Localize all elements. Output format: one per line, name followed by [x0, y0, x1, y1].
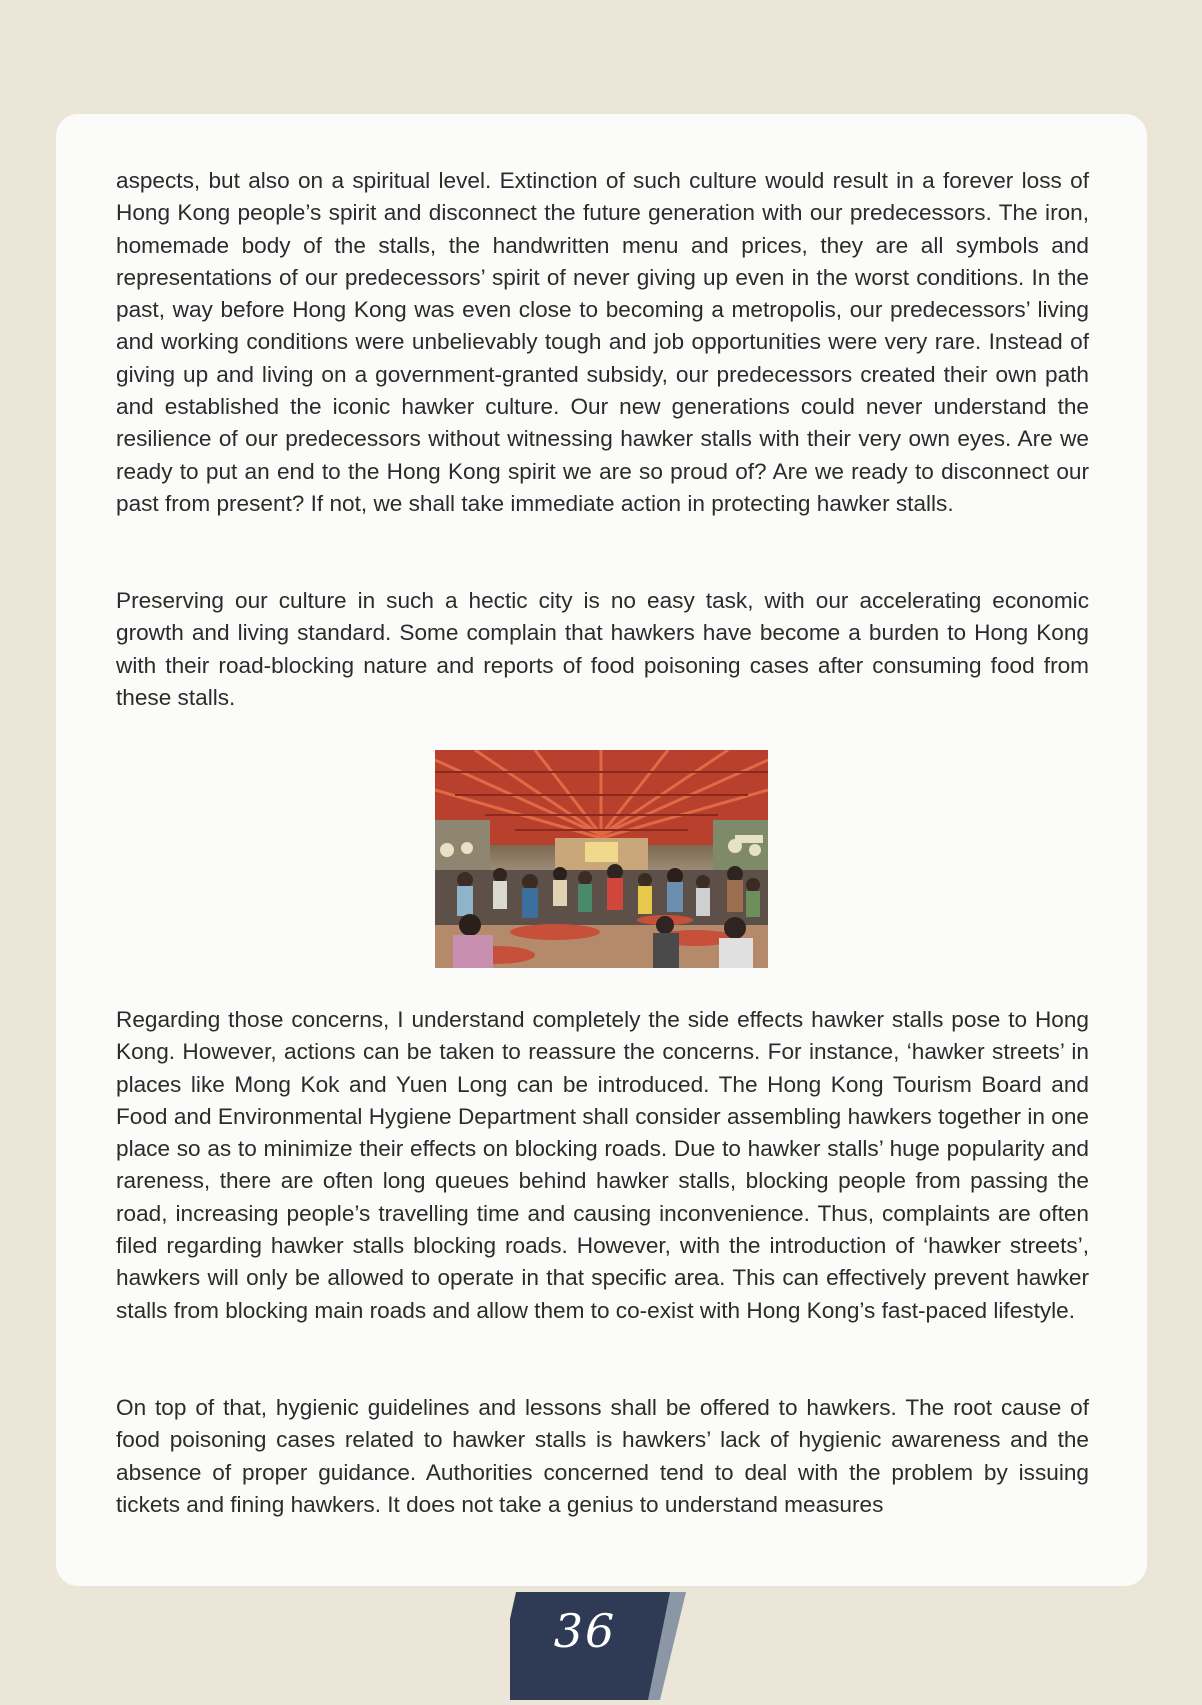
page-number-tab [510, 1592, 690, 1700]
body-paragraph-4: On top of that, hygienic guidelines and lessons shall be offered to hawkers. The root cause of food poisoning cases related to hawker stalls is hawkers’ lack of hygienic awareness and the absence of proper guidance. Authorities concerned tend to deal with the problem by issuing tickets and fining hawkers. It does not take a genius to understand measures [116, 1395, 1089, 1517]
body-paragraph-2: Preserving our culture in such a hectic city is no easy task, with our accelerating economic growth and living standard. Some complain that hawkers have become a burden to Hong Kong with their road-blocking nature and reports of food poisoning cases after consuming food from these stalls. [116, 588, 1089, 710]
hawker-centre-photo [435, 750, 768, 968]
body-paragraph-1: aspects, but also on a spiritual level. Extinction of such culture would result in a forever loss of Hong Kong people’s spirit and disconnect the future generation with our predecessors. The iron, homemade body of the stalls, the handwritten menu and prices, they are all symbols and representations of our predecessors’ spirit of never giving up even in the worst conditions. In the past, way before Hong Kong was even close to becoming a metropolis, our predecessors’ living and working conditions were unbelievably tough and job opportunities were very rare. Instead of giving up and living on a government-granted subsidy, our predecessors created their own path and established the iconic hawker culture. Our new generations could never understand the resilience of our predecessors without witnessing hawker stalls with their very own eyes. Are we ready to put an end to the Hong Kong spirit we are so proud of? Are we ready to disconnect our past from present? If not, we shall take immediate action in protecting hawker stalls. [116, 168, 1089, 516]
body-paragraph-3: Regarding those concerns, I understand completely the side effects hawker stalls pose to Hong Kong. However, actions can be taken to reassure the concerns. For instance, ‘hawker streets’ in places like Mong Kok and Yuen Long can be introduced. The Hong Kong Tourism Board and Food and Environmental Hygiene Department shall consider assembling hawkers together in one place so as to minimize their effects on blocking roads. Due to hawker stalls’ huge popularity and rareness, there are often long queues behind hawker stalls, blocking people from passing the road, increasing people’s travelling time and causing inconvenience. Thus, complaints are often filed regarding hawker stalls blocking roads. However, with the introduction of ‘hawker streets’, hawkers will only be allowed to operate in that specific area. This can effectively prevent hawker stalls from blocking main roads and allow them to co-exist with Hong Kong’s fast-paced lifestyle. [116, 1007, 1089, 1323]
page-number: 36 [553, 1604, 617, 1658]
